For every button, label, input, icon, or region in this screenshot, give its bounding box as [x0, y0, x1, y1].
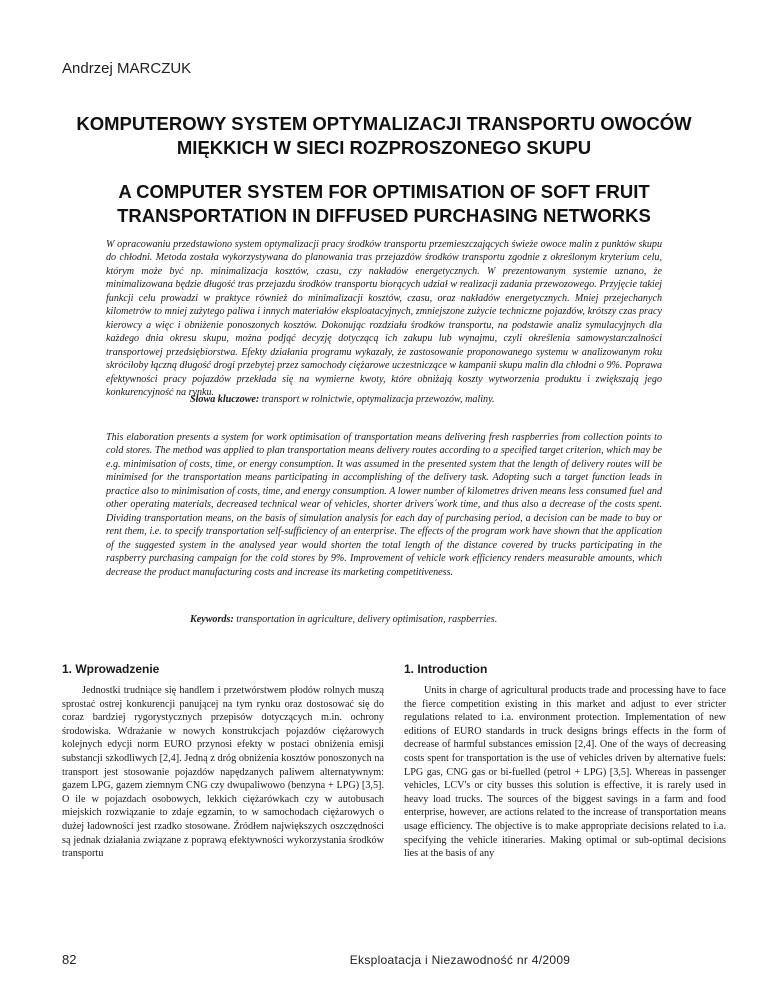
title-english — [40, 180, 728, 228]
abstract-english: This elaboration presents a system for work optimisation of transportation means delivering fresh raspberries from collection points to cold stores. The method was applied to plan transportation means delivery routes according to a specified target criterion, which may be e.g. minimisation of costs, time, or energy consumption. It was assumed in the presented system that the length of delivery routes will be minimised for the transportation means participating in accomplishing of the delivery task. Adopting such a target function leads in practice also to minimisation of costs, time, and energy consumption. A lower number of kilometres driven means less consumed fuel and other operating materials, decreased technical wear of vehicles, shorter drivers´work time, and thus also a decrease of the costs spent. Dividing transportation means, on the basis of simulation analysis for each day of purchasing period, a decision can be made to buy or rent them, i.e. to specify transportation self-sufficiency of an enterprise. The effects of the program work have shown that the application of the suggested system in the analysed year would shorten the total length of the distance covered by trucks participating in the raspberry purchasing campaign for the cold stores by 9%. Improvement of vehicle work efficiency renders measurable amounts, which decrease the product manufacturing costs and increase its marketing competitiveness. — [106, 432, 662, 578]
author-name: Andrzej MARCZUK — [62, 60, 192, 77]
keywords-polish-label: Słowa kluczowe: — [190, 394, 260, 405]
keywords-english — [190, 613, 497, 626]
keywords-polish-text: transport w rolnictwie, optymalizacja przewozów, maliny. — [261, 394, 495, 405]
page-number: 82 — [62, 952, 77, 967]
section-heading-polish: 1. Wprowadzenie — [62, 662, 160, 676]
section-heading-english: 1. Introduction — [404, 662, 488, 676]
body-column-polish: Jednostki trudniące się handlem i przetwórstwem płodów rolnych muszą sprostać ostrej konkurencji panującej na tym rynku oraz dostosować się do coraz bardziej rygorystycznych przepisów dotyczących m.in. ochrony środowiska. Wdrażanie w nowych konstrukcjach pojazdów ciężarowych kolejnych edycji norm EURO przynosi efekty w postaci obniżenia emisji substancji szkodliwych [2,4]. Jedną z dróg obniżenia kosztów ponoszonych na transport jest stosowanie pojazdów napędzanych paliwem alternatywnym: gazem LPG, gazem ziemnym CNG czy dwupaliwowo (benzyna + LPG) [3,5]. O ile w pojazdach osobowych, lekkich ciężarówkach czy w autobusach miejskich rozwiązanie to zdaje egzamin, to w samochodach ciężarowych o dużej ładowności jest rzadko stosowane. Źródłem największych oszczędności są jednak działania związane z poprawą efektywności wykorzystania środków transportu — [62, 685, 384, 860]
title-polish-line-1: KOMPUTEROWY SYSTEM OPTYMALIZACJI TRANSPORTU OWOCÓW — [76, 113, 692, 134]
keywords-polish — [190, 393, 495, 406]
journal-footer: Eksploatacja i Niezawodność nr 4/2009 — [349, 953, 571, 967]
body-column-english: Units in charge of agricultural products trade and processing have to face the fierce competition existing in this market and adjust to ever stricter regulations related to i.a. environment protection. Implementation of new editions of EURO standards in truck designs brings effects in the form of decrease of harmful substances emission [2,4]. One of the ways of decreasing costs spent for transportation is the use of vehicles driven by alternative fuels: LPG gas, CNG gas or bi-fuelled (petrol + LPG) [3,5]. Whereas in passenger vehicles, LCV's or city busses this solution is effective, it is rarely used in heavy load trucks. The sources of the biggest savings in a farm and food enterprise, however, are actions related to the increase of transportation means usage efficiency. The objective is to make appropriate decisions related to i.a. specifying the vehicle itineraries. Making optimal or sub-optimal decisions lies at the basis of any — [404, 685, 726, 860]
keywords-english-label: Keywords: — [190, 614, 234, 625]
title-english-line-2: TRANSPORTATION IN DIFFUSED PURCHASING NETWORKS — [117, 205, 651, 226]
title-english-line-1: A COMPUTER SYSTEM FOR OPTIMISATION OF SOFT FRUIT — [118, 181, 650, 202]
abstract-polish: W opracowaniu przedstawiono system optymalizacji pracy środków transportu przemieszczających świeże owoce malin z punktów skupu do chłodni. Metoda została wykorzystywana do planowania tras przejazdów środków transportu zgodnie z określonym kryterium celu, którym może być np. minimalizacja kosztów, czasu, czy nakładów energetycznych. W prezentowanym systemie uznano, że minimalizowana będzie długość tras przejazdu środków transportu biorących udział w realizacji zadania przewozowego. Przyjęcie takiej funkcji celu prowadzi w praktyce również do minimalizacji kosztów, czasu, oraz nakładów energetycznych. Mniej przejechanych kilometrów to mniej zużytego paliwa i innych materiałów eksploatacyjnych, zmniejszone zużycie techniczne pojazdów, krótszy czas pracy kierowcy a więc i obniżenie ponoszonych kosztów. Dokonując rozdziału środków transportu, na podstawie analiz symulacyjnych dla każdego dnia okresu skupu, można podjąć decyzję dotyczącą ich zakupu lub wynajmu, czyli określenia samowystarczalności transportowej przedsiębiorstwa. Efekty działania programu wykazały, że zastosowanie proponowanego systemu w analizowanym roku skróciłoby łączną długość drogi przebytej przez samochody ciężarowe uczestniczące w kampanii skupu malin dla chłodni o 9%. Poprawa efektywności pracy pojazdów przekłada się na wymierne kwoty, które obniżają koszty wytworzenia produktu i zwiększają jego konkurencyjność na rynku. — [106, 239, 662, 398]
title-polish — [40, 112, 728, 160]
keywords-english-text: transportation in agriculture, delivery optimisation, raspberries. — [236, 614, 498, 625]
title-polish-line-2: MIĘKKICH W SIECI ROZPROSZONEGO SKUPU — [176, 137, 592, 158]
